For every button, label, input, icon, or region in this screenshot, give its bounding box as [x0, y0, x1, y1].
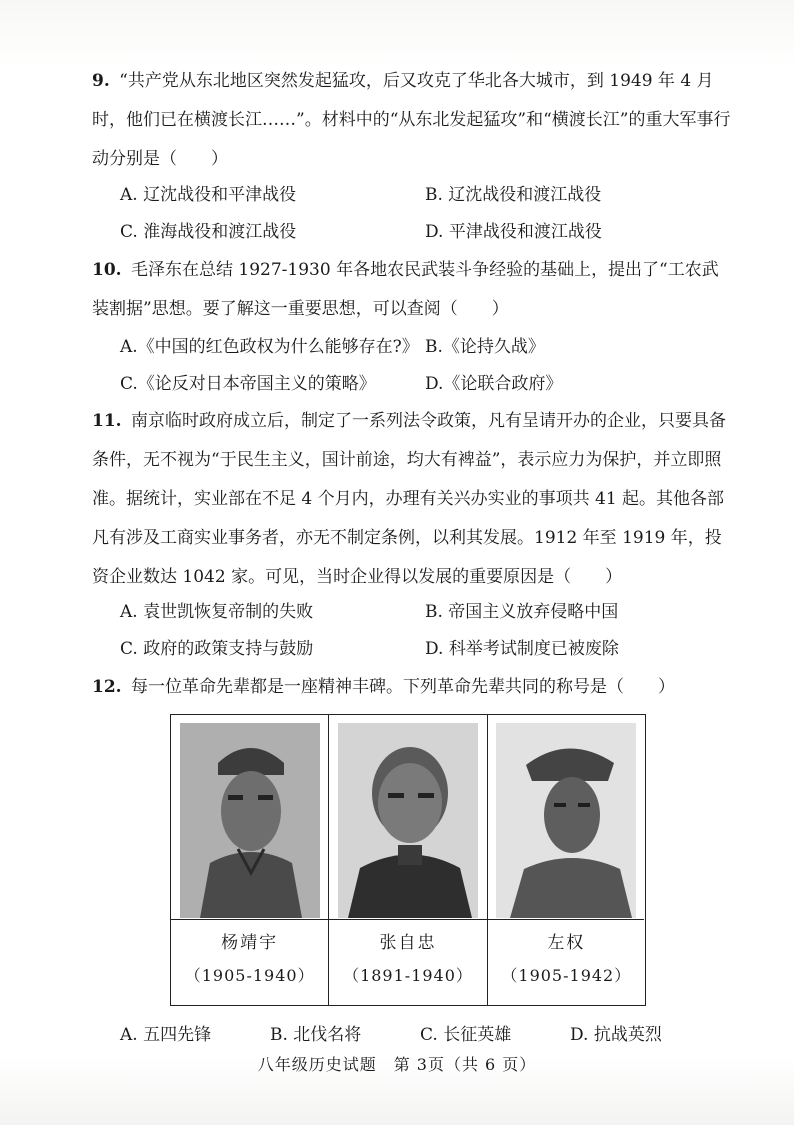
options-9 [120, 174, 730, 248]
option-a[interactable]: A.《中国的红色政权为什么能够存在?》 [120, 337, 419, 357]
question-10 [92, 251, 732, 329]
person-years: （1905-1940） [184, 966, 315, 985]
person-name: 左权 [547, 933, 586, 953]
portrait-photo [496, 723, 636, 918]
portrait-cell [171, 715, 329, 1005]
option-a[interactable]: A. 五四先锋 [120, 1025, 212, 1045]
option-c[interactable]: C. 长征英雄 [420, 1025, 512, 1045]
question-number: 11. [92, 411, 122, 431]
question-text: 南京临时政府成立后，制定了一系列法令政策，凡有呈请开办的企业，只要具备条件，无不视为“于民生主义，国计前途，均大有裨益”，表示应力为保护，并立即照准。据统计，实业部在不足 4 个月内，办理有关兴办实业的事项共 41 起。其他各部凡有涉及工商实业事务者，亦无不制定条例，以利其发展。1912 年至 1919 年，投资企业数达 1042 家。可见，当时企业得以发展的重要原因是（ ） [92, 411, 726, 587]
question-number: 10. [92, 260, 122, 280]
options-10 [120, 326, 730, 400]
portrait-table [170, 714, 646, 1006]
page-footer: 八年级历史试题 第 3页（共 6 页） [257, 1055, 537, 1074]
option-c[interactable]: C. 政府的政策支持与鼓励 [120, 639, 314, 659]
option-a[interactable]: A. 辽沈战役和平津战役 [120, 185, 297, 205]
question-11 [92, 402, 732, 597]
option-c[interactable]: C. 淮海战役和渡江战役 [120, 222, 297, 242]
portrait-cell [488, 715, 645, 1005]
option-a[interactable]: A. 袁世凯恢复帝制的失败 [120, 602, 314, 622]
options-12 [120, 1020, 740, 1045]
option-b[interactable]: B.《论持久战》 [425, 337, 545, 357]
option-b[interactable]: B. 辽沈战役和渡江战役 [425, 185, 602, 205]
question-number: 12. [92, 677, 122, 697]
option-d[interactable]: D. 科举考试制度已被废除 [425, 639, 619, 659]
option-b[interactable]: B. 帝国主义放弃侵略中国 [425, 602, 619, 622]
option-c[interactable]: C.《论反对日本帝国主义的策略》 [120, 374, 376, 394]
table-divider [170, 919, 644, 920]
question-text: “共产党从东北地区突然发起猛攻，后又攻克了华北各大城市，到 1949 年 4 月时，他们已在横渡长江……”。材料中的“从东北发起猛攻”和“横渡长江”的重大军事行动分别是（ ） [92, 71, 731, 169]
person-years: （1905-1942） [501, 966, 632, 985]
question-text: 毛泽东在总结 1927-1930 年各地农民武装斗争经验的基础上，提出了“工农武装割据”思想。要了解这一重要思想，可以查阅（ ） [92, 260, 719, 319]
portrait-photo [338, 723, 478, 918]
question-number: 9. [92, 71, 110, 91]
question-12 [92, 668, 732, 707]
question-9 [92, 62, 732, 179]
option-b[interactable]: B. 北伐名将 [270, 1025, 362, 1045]
portrait-photo [180, 723, 320, 918]
options-11 [120, 591, 730, 665]
person-name: 张自忠 [379, 933, 437, 953]
person-years: （1891-1940） [343, 966, 473, 985]
portrait-cell [329, 715, 487, 1005]
question-text: 每一位革命先辈都是一座精神丰碑。下列革命先辈共同的称号是（ ） [130, 677, 675, 697]
person-name: 杨靖宇 [221, 933, 279, 953]
option-d[interactable]: D. 平津战役和渡江战役 [425, 222, 602, 242]
option-d[interactable]: D.《论联合政府》 [425, 374, 563, 394]
option-d[interactable]: D. 抗战英烈 [570, 1025, 662, 1045]
